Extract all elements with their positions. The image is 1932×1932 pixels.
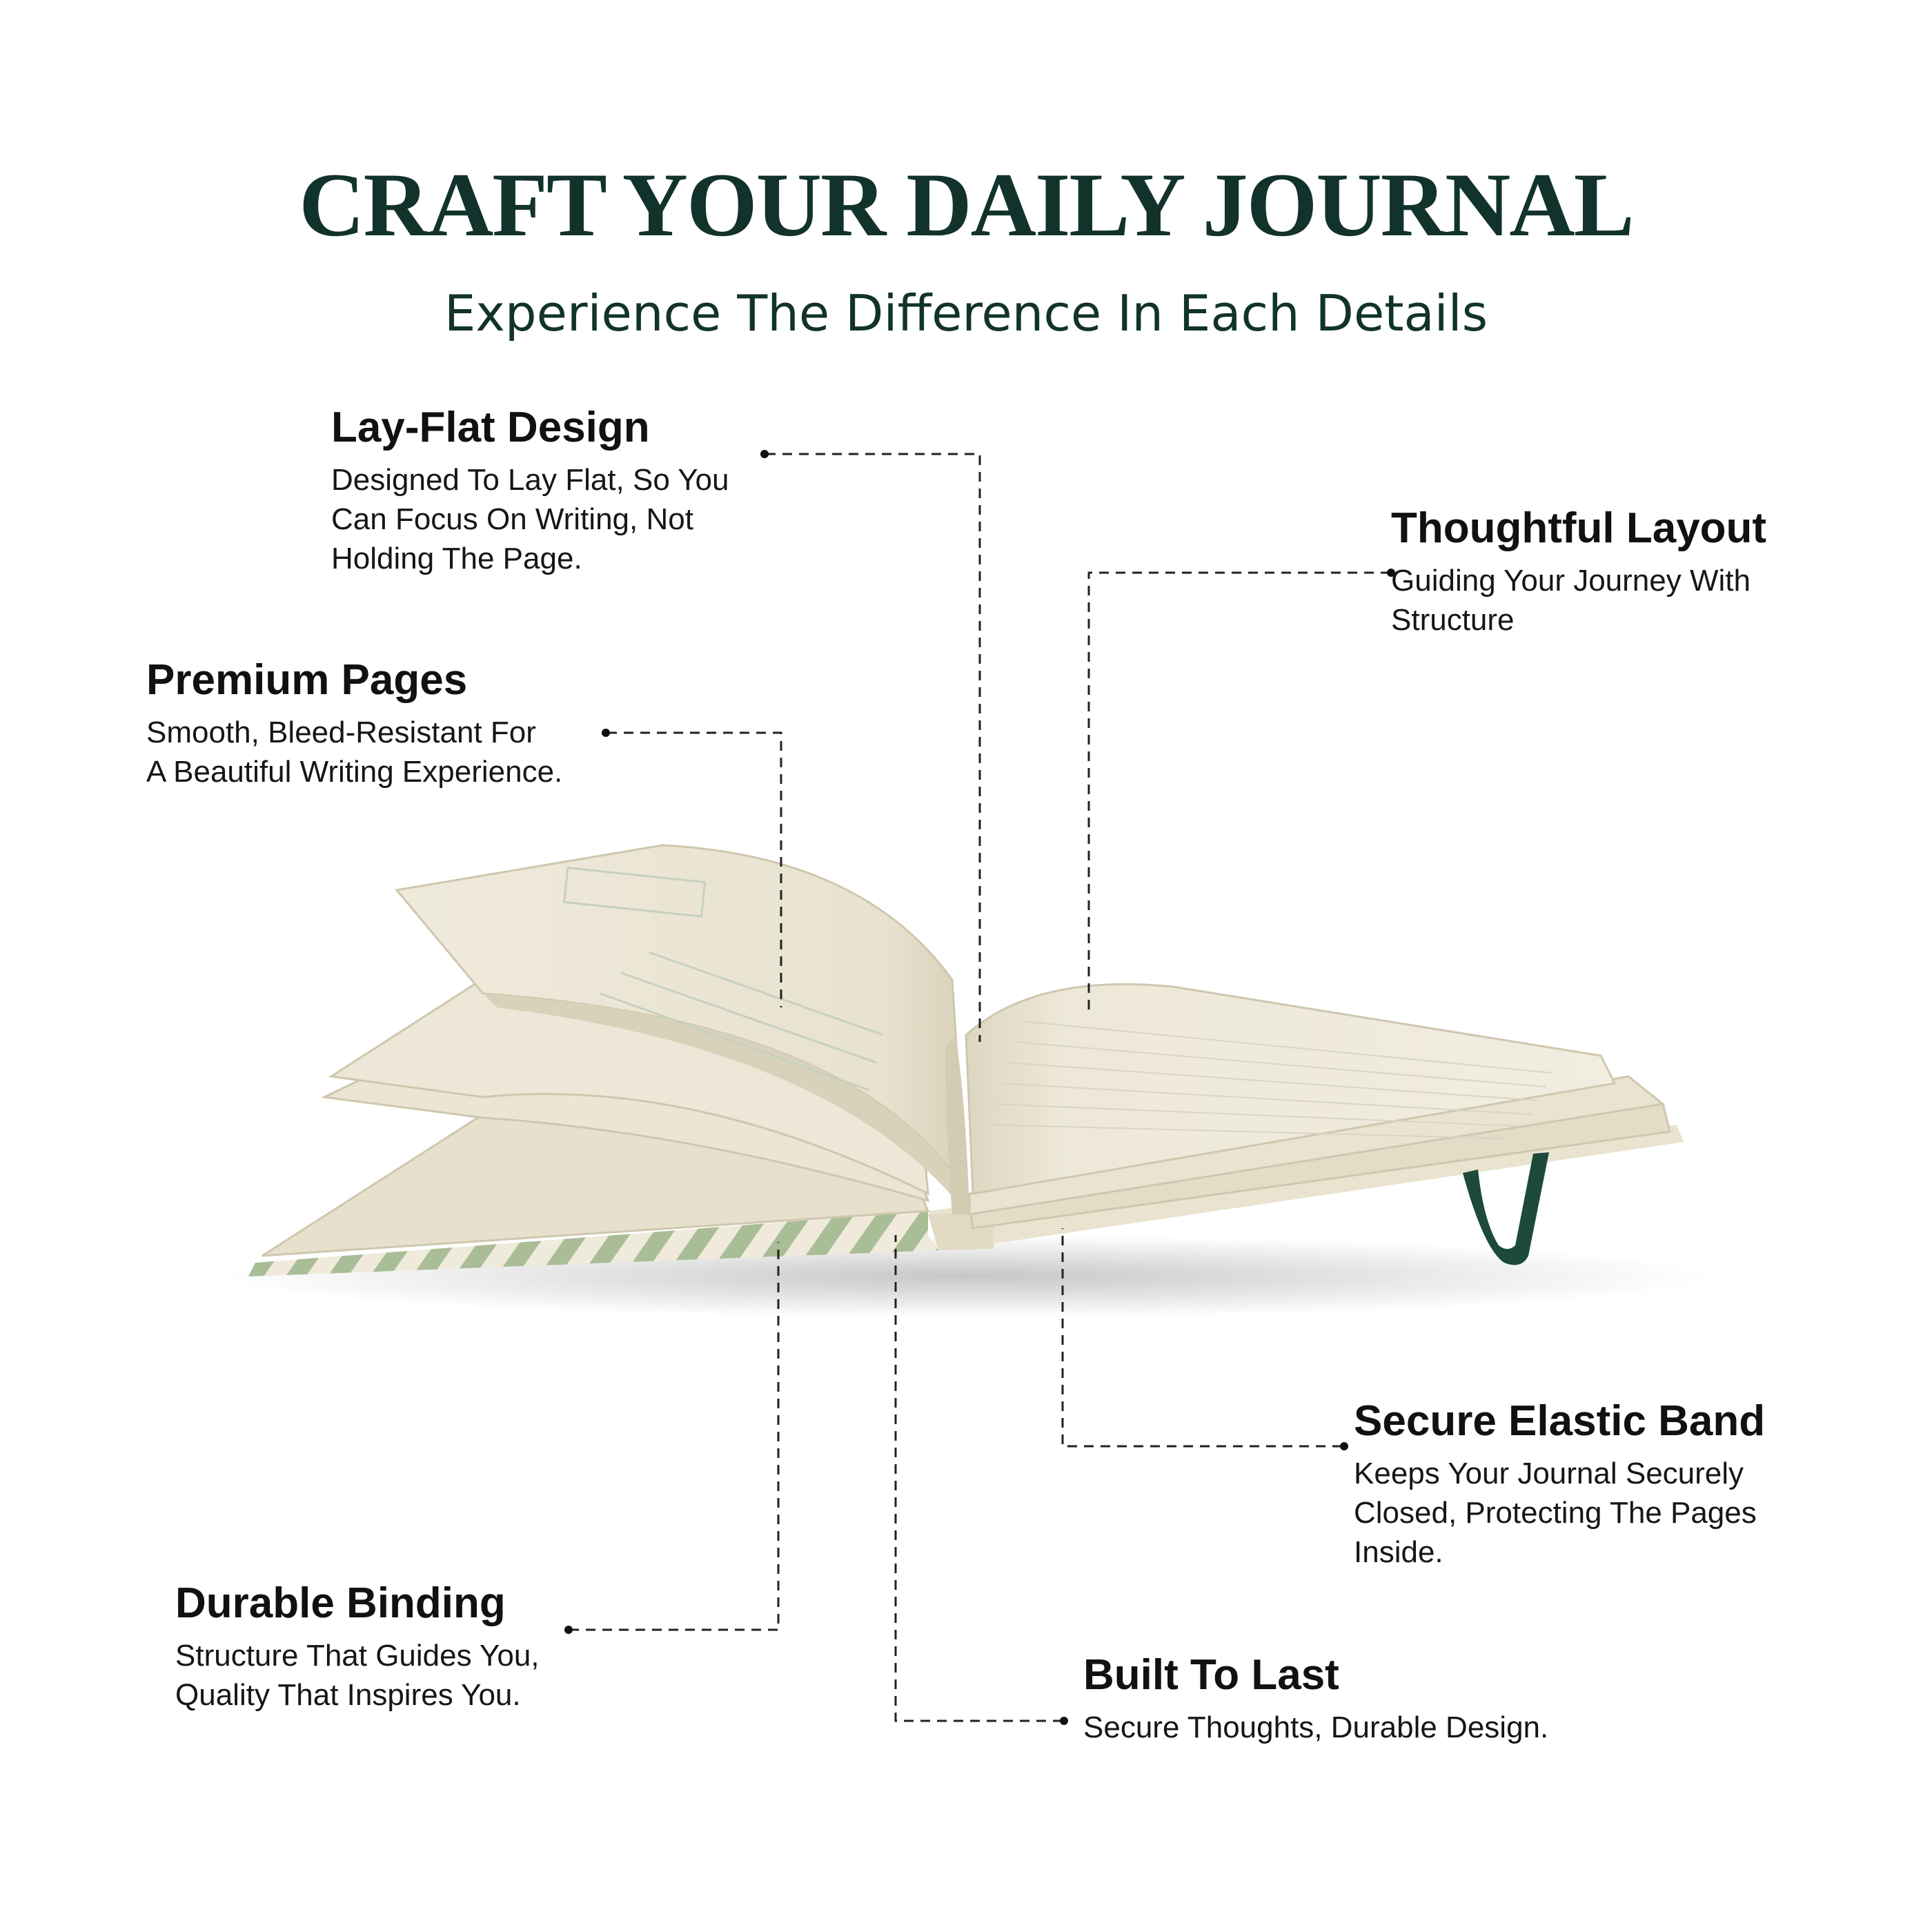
feature-description: Designed To Lay Flat, So You Can Focus On Writing, Not Holding The Page. xyxy=(331,463,729,576)
feature-secure-elastic-band xyxy=(1354,1397,1837,1572)
feature-description: Smooth, Bleed-Resistant For A Beautiful Writing Experience. xyxy=(146,716,563,789)
feature-title: Premium Pages xyxy=(146,656,468,704)
feature-premium-pages xyxy=(146,656,629,791)
callout-line-built-to-last xyxy=(896,1235,1063,1721)
page-title: CRAFT YOUR DAILY JOURNAL xyxy=(299,154,1633,255)
callout-line-lay-flat xyxy=(766,454,980,1042)
feature-description: Keeps Your Journal Securely Closed, Protecting The Pages Inside. xyxy=(1354,1457,1757,1570)
callout-dot-built-to-last xyxy=(1060,1717,1068,1725)
feature-title: Thoughtful Layout xyxy=(1391,504,1767,552)
callout-line-elastic-band xyxy=(1063,1228,1342,1446)
feature-title: Secure Elastic Band xyxy=(1354,1397,1766,1445)
feature-thoughtful-layout xyxy=(1391,504,1833,640)
callout-dot-elastic-band xyxy=(1340,1442,1348,1450)
feature-durable-binding xyxy=(175,1579,631,1715)
callout-line-premium-pages xyxy=(607,733,781,1007)
page-subtitle: Experience The Difference In Each Details xyxy=(444,284,1488,342)
feature-description: Guiding Your Journey With Structure xyxy=(1391,564,1751,638)
feature-description: Structure That Guides You, Quality That Inspires You. xyxy=(175,1639,540,1713)
feature-description: Secure Thoughts, Durable Design. xyxy=(1083,1711,1549,1745)
feature-built-to-last xyxy=(1083,1650,1704,1747)
feature-title: Lay-Flat Design xyxy=(331,404,650,451)
callout-line-durable-binding xyxy=(569,1242,778,1630)
feature-lay-flat-design xyxy=(331,403,773,578)
feature-title: Built To Last xyxy=(1083,1651,1339,1699)
callout-line-thoughtful-layout xyxy=(1089,573,1390,1014)
feature-title: Durable Binding xyxy=(175,1579,506,1627)
